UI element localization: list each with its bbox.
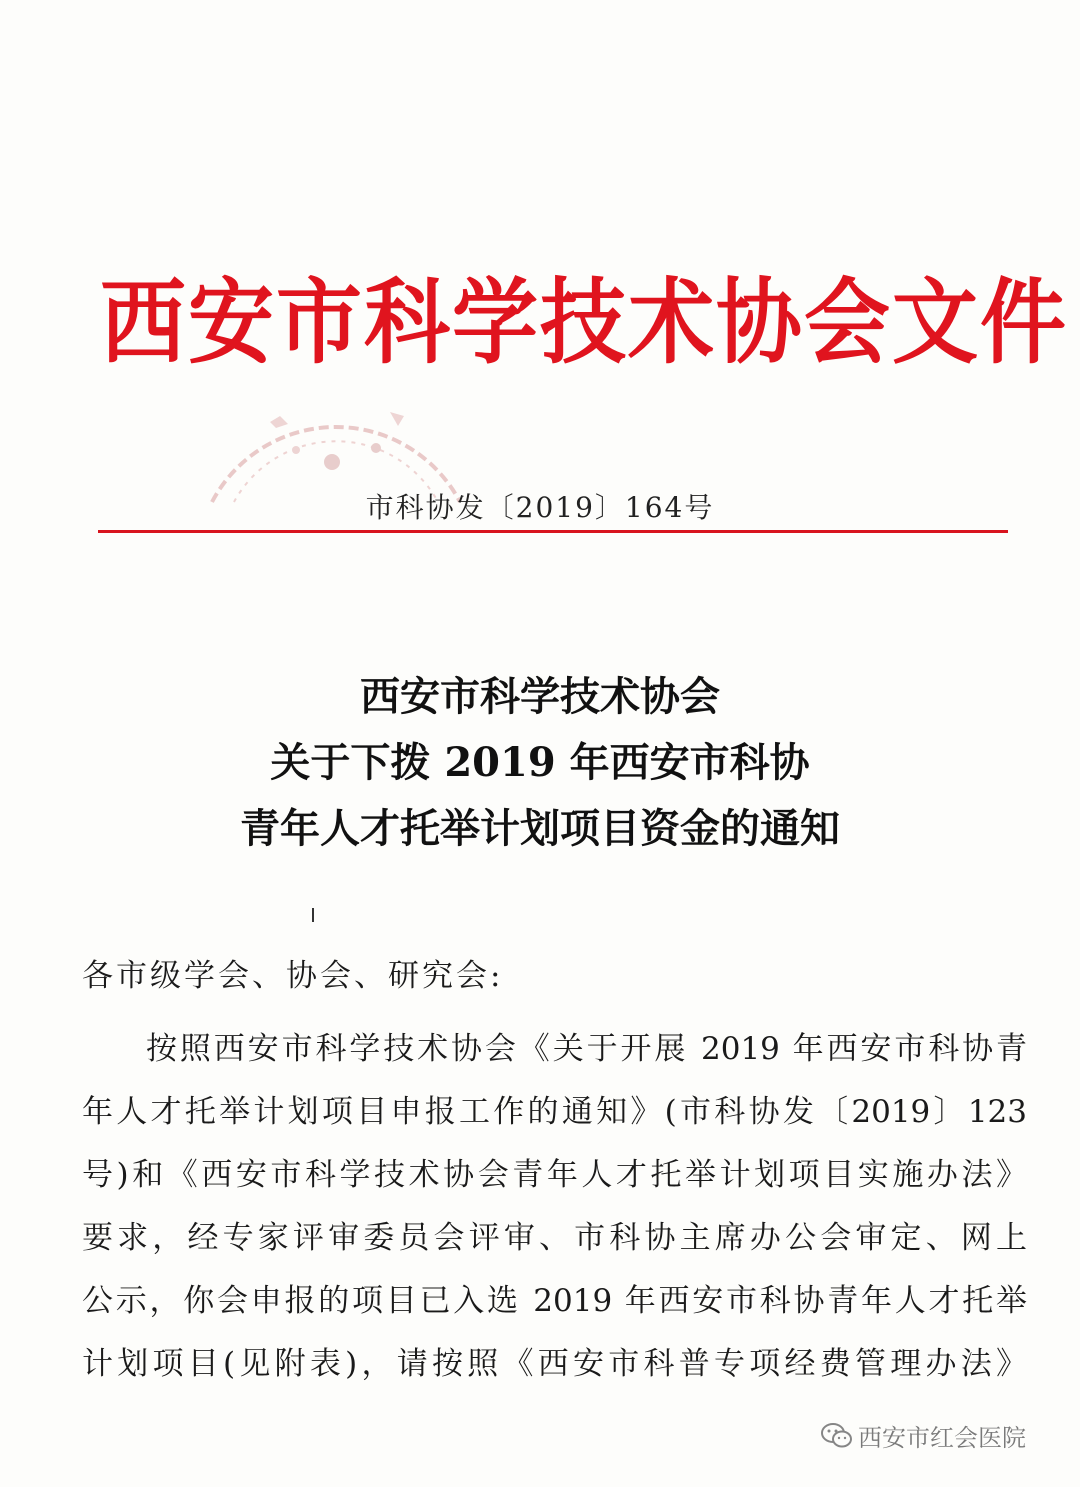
body-line: 年人才托举计划项目申报工作的通知》(市科协发〔2019〕123 bbox=[82, 1094, 1027, 1130]
body-paragraph bbox=[82, 1018, 1027, 1396]
body-line: 按照西安市科学技术协会《关于开展 2019 年西安市科协青 bbox=[146, 1031, 1027, 1067]
notice-title-line-1: 西安市科学技术协会 bbox=[360, 673, 720, 720]
document-header-title: 西安市科学技术协会文件 bbox=[100, 267, 1068, 377]
body-line: 号)和《西安市科学技术协会青年人才托举计划项目实施办法》 bbox=[82, 1157, 1027, 1193]
body-line: 公示，你会申报的项目已入选 2019 年西安市科协青年人才托举 bbox=[82, 1283, 1027, 1319]
body-line: 要求，经专家评审委员会评审、市科协主席办公会审定、网上 bbox=[82, 1220, 1027, 1256]
stray-mark bbox=[312, 908, 314, 922]
watermark bbox=[820, 1418, 1026, 1453]
wechat-icon bbox=[820, 1421, 854, 1451]
notice-title-line-3: 青年人才托举计划项目资金的通知 bbox=[240, 805, 840, 852]
notice-title-line-2: 关于下拨 2019 年西安市科协 bbox=[270, 739, 810, 786]
salutation: 各市级学会、协会、研究会: bbox=[82, 958, 504, 994]
body-line: 计划项目(见附表)，请按照《西安市科普专项经费管理办法》 bbox=[82, 1346, 1027, 1382]
red-divider-line bbox=[98, 530, 1008, 533]
watermark-text: 西安市红会医院 bbox=[858, 1424, 1026, 1452]
notice-title bbox=[0, 664, 1080, 862]
document-number: 市科协发〔2019〕164号 bbox=[365, 491, 715, 524]
